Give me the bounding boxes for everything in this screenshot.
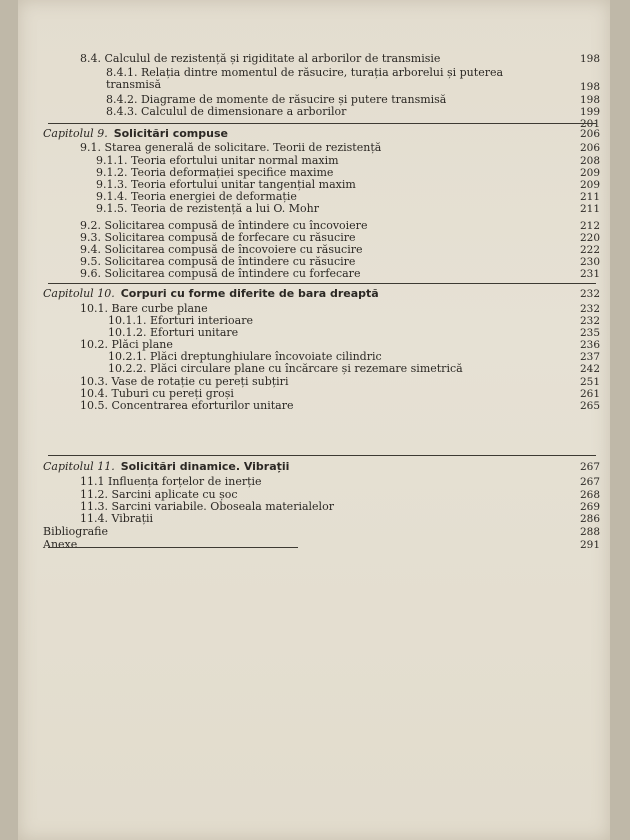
page-number: 291 xyxy=(579,539,600,551)
page-number: 267 xyxy=(579,476,600,488)
entry-title: 9.1.5. Teoria de rezistență a lui O. Mohr xyxy=(96,202,319,215)
entry-title: 10.5. Concentrarea eforturilor unitare xyxy=(80,399,294,412)
entry-title: 10.1.1. Eforturi interioare xyxy=(108,314,253,327)
page-number: 288 xyxy=(579,526,600,538)
toc-entry xyxy=(108,363,600,375)
chapter-title: Solicitări compuse xyxy=(113,127,228,140)
toc-entry xyxy=(80,501,600,513)
chapter-label: Capitolul 11. xyxy=(43,460,115,473)
separator-line xyxy=(48,283,596,284)
chapter-label: Capitolul 10. xyxy=(43,287,115,300)
chapter-heading xyxy=(43,288,600,300)
separator-line xyxy=(48,123,596,124)
chapter-heading xyxy=(43,461,600,473)
entry-title: 9.1.2. Teoria deformației specifice maxime xyxy=(96,166,334,179)
page-number: 220 xyxy=(579,232,600,244)
table-of-contents xyxy=(18,0,610,840)
toc-entry xyxy=(43,539,600,551)
toc-entry xyxy=(96,203,600,215)
page-number: 268 xyxy=(579,489,600,501)
entry-title: 9.1. Starea generală de solicitare. Teorii de rezistență xyxy=(80,141,382,154)
chapter-heading xyxy=(43,128,600,140)
entry-title: 9.3. Solicitarea compusă de forfecare cu răsucire xyxy=(80,231,356,244)
page-number: 212 xyxy=(579,220,600,232)
separator-line xyxy=(48,455,596,456)
entry-title: 9.1.1. Teoria efortului unitar normal maxim xyxy=(96,154,339,167)
entry-title: Bibliografie xyxy=(43,525,109,538)
entry-title: 9.6. Solicitarea compusă de întindere cu forfecare xyxy=(80,267,361,280)
page-number: 198 xyxy=(579,94,600,106)
chapter-title: Corpuri cu forme diferite de bara dreaptă xyxy=(120,287,379,300)
page-number: 199 xyxy=(579,106,600,118)
toc-entry xyxy=(80,53,600,65)
entry-title: 10.4. Tuburi cu pereți groși xyxy=(80,387,234,400)
page-number: 251 xyxy=(579,376,600,388)
page-number: 286 xyxy=(579,513,600,525)
toc-entry xyxy=(80,400,600,412)
entry-title: Anexe xyxy=(43,538,78,551)
page-number: 209 xyxy=(579,167,600,179)
entry-title: 9.5. Solicitarea compusă de întindere cu răsucire xyxy=(80,255,356,268)
toc-entry xyxy=(106,67,600,93)
page-number: 230 xyxy=(579,256,600,268)
entry-title: 9.4. Solicitarea compusă de încovoiere cu răsucire xyxy=(80,243,363,256)
toc-entry xyxy=(80,476,600,488)
page-number: 265 xyxy=(579,400,600,412)
page-number: 261 xyxy=(579,388,600,400)
page-number: 222 xyxy=(579,244,600,256)
entry-title: 8.4. Calculul de rezistență și rigiditate al arborilor de transmisie xyxy=(80,52,441,65)
entry-title: 10.2. Plăci plane xyxy=(80,338,173,351)
page-number: 232 xyxy=(579,288,600,300)
page-number: 211 xyxy=(579,203,600,215)
book-page xyxy=(18,0,610,840)
entry-title: 10.1. Bare curbe plane xyxy=(80,302,208,315)
page-number: 242 xyxy=(579,363,600,375)
entry-title: 11.3. Sarcini variabile. Oboseala materialelor xyxy=(80,500,334,513)
page-number: 232 xyxy=(579,315,600,327)
page-number: 208 xyxy=(579,155,600,167)
toc-entry xyxy=(106,106,600,118)
page-number: 211 xyxy=(579,191,600,203)
page-number: 236 xyxy=(579,339,600,351)
page-number: 232 xyxy=(579,303,600,315)
entry-title: 11.1 Influența forțelor de inerție xyxy=(80,475,262,488)
entry-title: 9.1.3. Teoria efortului unitar tangențial maxim xyxy=(96,178,356,191)
page-number: 269 xyxy=(579,501,600,513)
page-number: 206 xyxy=(579,142,600,154)
toc-entry xyxy=(108,327,600,339)
entry-title: 10.2.2. Plăci circulare plane cu încărcare și rezemare simetrică xyxy=(108,362,463,375)
entry-title: 8.4.1. Relația dintre momentul de răsucire, turația arborelui și puterea transmisă xyxy=(106,66,504,91)
page-number: 201 xyxy=(579,118,600,130)
entry-title: 11.2. Sarcini aplicate cu șoc xyxy=(80,488,238,501)
page-number: 231 xyxy=(579,268,600,280)
entry-title: 8.4.2. Diagrame de momente de răsucire și putere transmisă xyxy=(106,93,447,106)
entry-title: 10.2.1. Plăci dreptunghiulare încovoiate cilindric xyxy=(108,350,382,363)
page-number: 198 xyxy=(579,53,600,65)
chapter-label: Capitolul 9. xyxy=(43,127,108,140)
page-number: 198 xyxy=(579,81,600,93)
entry-title: 9.2. Solicitarea compusă de întindere cu încovoiere xyxy=(80,219,368,232)
entry-title: 11.4. Vibrații xyxy=(80,512,154,525)
separator-line xyxy=(48,547,298,548)
page-number: 267 xyxy=(579,461,600,473)
page-number: 235 xyxy=(579,327,600,339)
entry-title: 8.4.3. Calculul de dimensionare a arborilor xyxy=(106,105,347,118)
toc-entry xyxy=(80,513,600,525)
chapter-title: Solicitări dinamice. Vibrații xyxy=(120,460,290,473)
page-number: 206 xyxy=(579,128,600,140)
entry-title: 10.1.2. Eforturi unitare xyxy=(108,326,239,339)
page-number: 209 xyxy=(579,179,600,191)
toc-entry xyxy=(43,526,600,538)
toc-entry xyxy=(80,142,600,154)
entry-title: 9.1.4. Teoria energiei de deformație xyxy=(96,190,297,203)
page-number: 237 xyxy=(579,351,600,363)
entry-title: 10.3. Vase de rotație cu pereți subțiri xyxy=(80,375,289,388)
toc-entry xyxy=(80,268,600,280)
